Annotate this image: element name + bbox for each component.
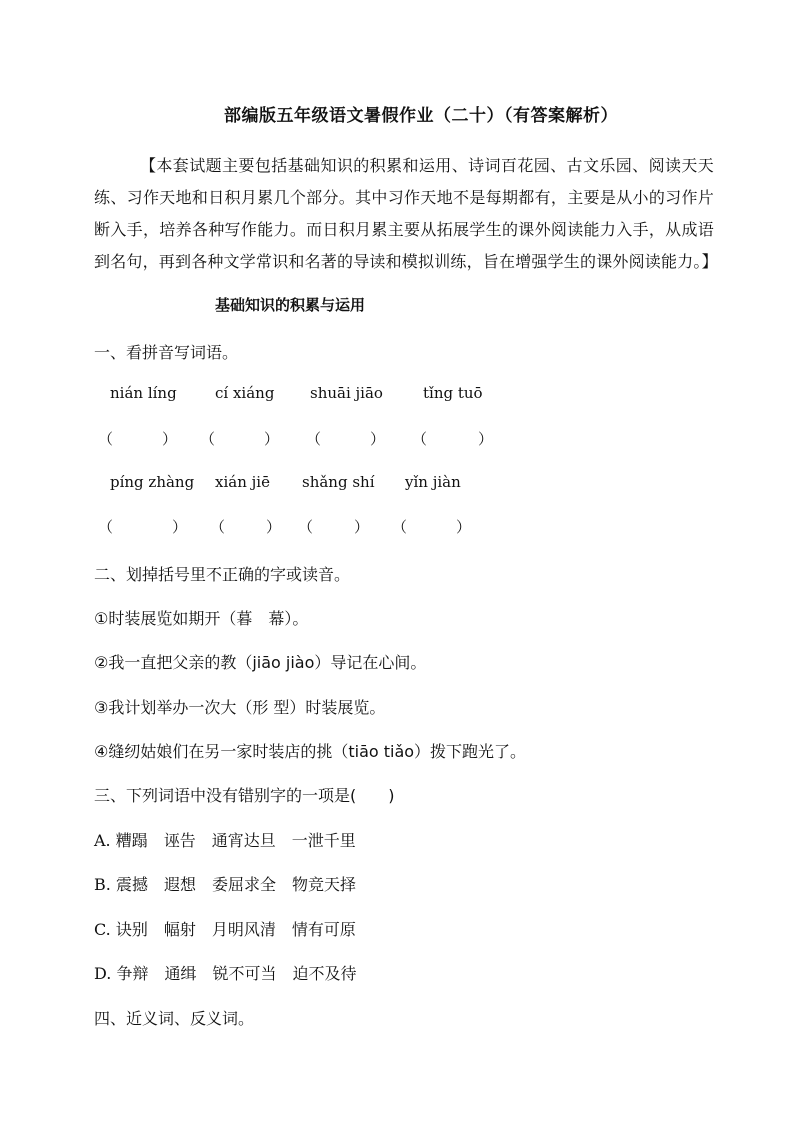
pinyin-word: yǐn jiàn — [405, 473, 461, 491]
q2-item-3: ③我计划举办一次大（形 型）时装展览。 — [94, 698, 386, 717]
q3-option-c[interactable]: C. 诀别 幅射 月明风清 情有可原 — [94, 920, 356, 939]
answer-blank[interactable]: （ ） — [98, 430, 178, 448]
answer-blank[interactable]: （ ） — [412, 430, 494, 448]
intro-paragraph: 【本套试题主要包括基础知识的积累和运用、诗词百花园、古文乐园、阅读天天练、习作天地和日积月累几个部分。其中习作天地不是每期都有，主要是从小的习作片断入手，培养各种写作能力。而日积月累主要从拓展学生的课外阅读能力入手，从成语到名句，再到各种文学常识和名著的导读和模拟训练，旨在增强学生的课外阅读能力。】 — [94, 156, 718, 271]
pinyin-word: xián jiē — [215, 473, 270, 491]
pinyin-word: shǎng shí — [302, 473, 375, 491]
pinyin-word: nián líng — [110, 384, 177, 402]
q2-item-1: ①时装展览如期开（暮 幕）。 — [94, 609, 309, 628]
answer-blank[interactable]: （ ） — [200, 430, 280, 448]
pinyin-word: píng zhàng — [110, 473, 195, 491]
q3-option-a[interactable]: A. 糟蹋 诬告 通宵达旦 一泄千里 — [94, 831, 356, 850]
q2-item-2: ②我一直把父亲的教（jiāo jiào）导记在心间。 — [94, 653, 427, 672]
answer-blank[interactable]: （ ） — [98, 518, 188, 536]
page-title: 部编版五年级语文暑假作业（二十）（有答案解析） — [224, 106, 618, 126]
section-heading: 基础知识的积累与运用 — [215, 296, 366, 314]
q2-heading: 二、划掉括号里不正确的字或读音。 — [94, 565, 351, 584]
answer-blank[interactable]: （ ） — [392, 518, 472, 536]
q3-option-d[interactable]: D. 争辩 通缉 锐不可当 迫不及待 — [94, 964, 357, 983]
answer-blank[interactable]: （ ） — [298, 518, 370, 536]
q1-heading: 一、看拼音写词语。 — [94, 343, 239, 362]
q3-heading: 三、下列词语中没有错别字的一项是( ) — [94, 786, 395, 805]
pinyin-word: tǐng tuō — [423, 384, 483, 402]
q2-item-4: ④缝纫姑娘们在另一家时装店的挑（tiāo tiǎo）拨下跑光了。 — [94, 742, 527, 761]
pinyin-word: cí xiáng — [215, 384, 275, 402]
answer-blank[interactable]: （ ） — [306, 430, 386, 448]
q4-heading: 四、近义词、反义词。 — [94, 1009, 255, 1028]
pinyin-word: shuāi jiāo — [310, 384, 383, 402]
answer-blank[interactable]: （ ） — [210, 518, 282, 536]
q3-option-b[interactable]: B. 震撼 遐想 委屈求全 物竞天择 — [94, 875, 356, 894]
